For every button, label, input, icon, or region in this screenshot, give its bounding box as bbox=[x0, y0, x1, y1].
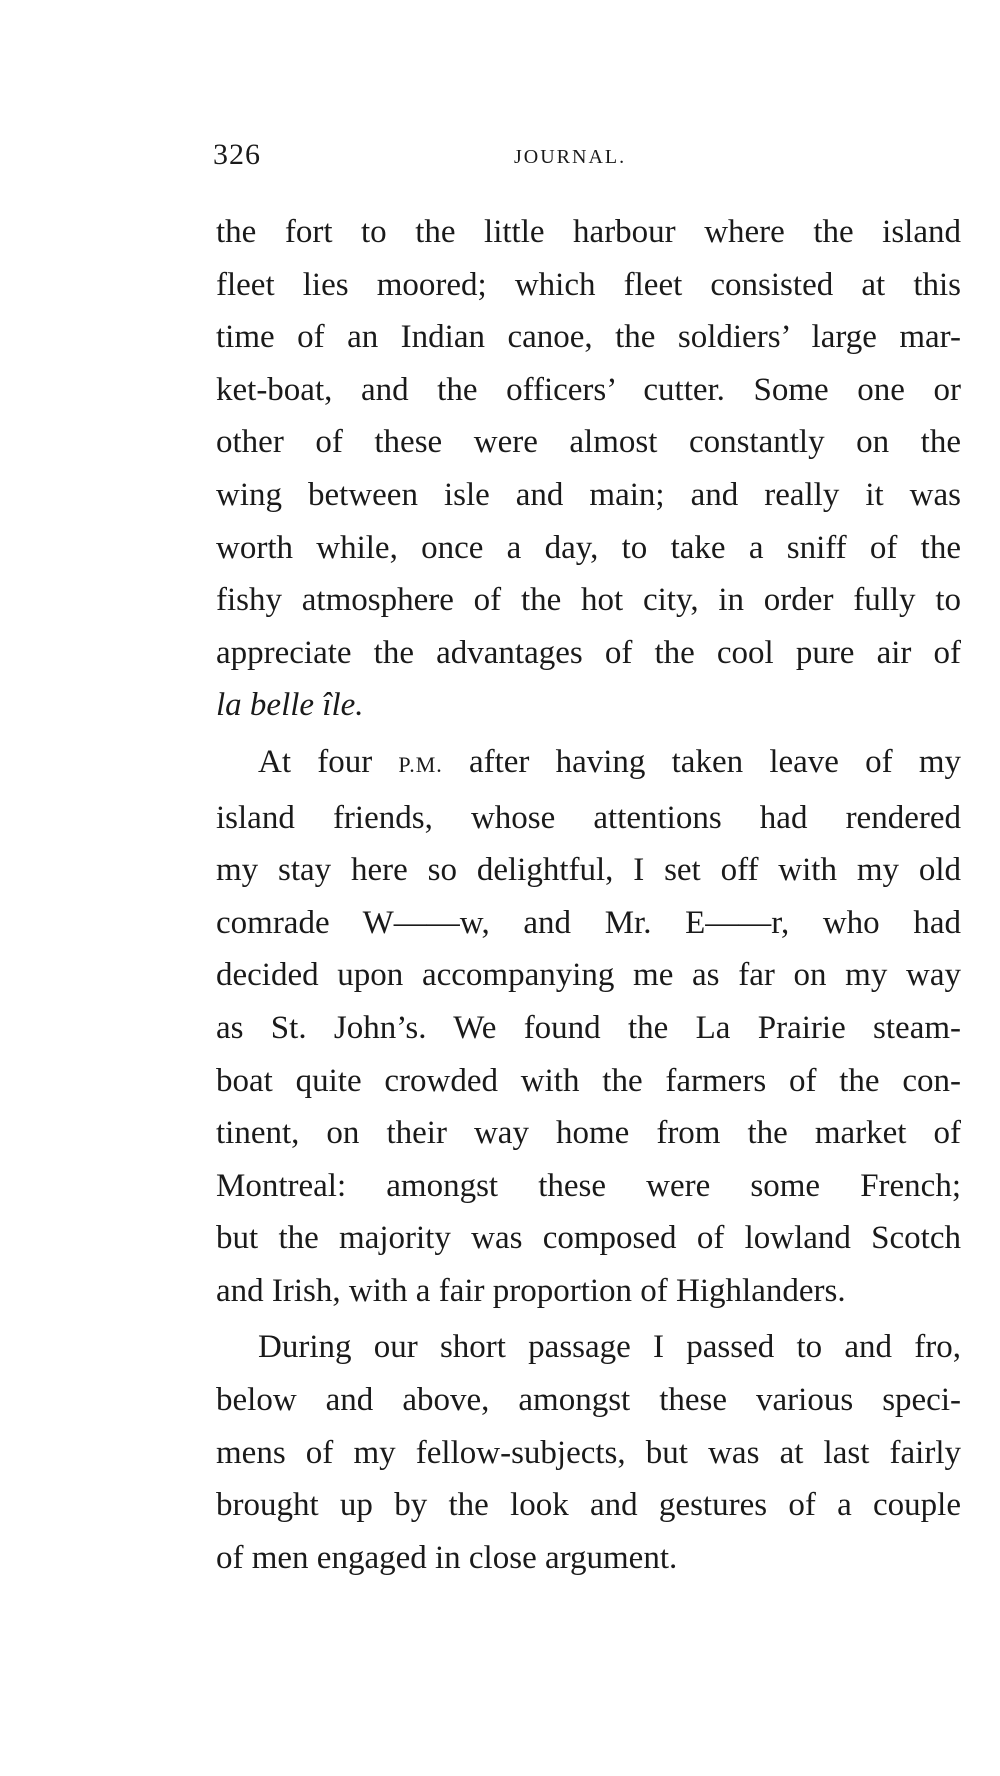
text-line: other of these were almost constantly on the bbox=[216, 424, 961, 461]
text-line: time of an Indian canoe, the soldiers’ large mar- bbox=[216, 319, 961, 356]
text-line: worth while, once a day, to take a sniff of the bbox=[216, 529, 961, 566]
text-line: and Irish, with a fair proportion of Highlanders. bbox=[216, 1272, 846, 1309]
page-header bbox=[213, 138, 958, 178]
text-line: of men engaged in close argument. bbox=[216, 1539, 678, 1576]
text-line: my stay here so delightful, I set off with my old bbox=[216, 852, 961, 889]
text-line: boat quite crowded with the farmers of the con- bbox=[216, 1062, 961, 1099]
text-line: Montreal: amongst these were some French; bbox=[216, 1167, 961, 1204]
text-line-first bbox=[216, 736, 961, 792]
paragraph-3 bbox=[216, 1321, 961, 1584]
italic-phrase: la belle île. bbox=[216, 687, 364, 724]
text-line-first: During our short passage I passed to and fro, bbox=[258, 1329, 961, 1366]
text-line: fishy atmosphere of the hot city, in order fully to bbox=[216, 582, 961, 619]
body-text bbox=[216, 206, 961, 1584]
running-title: JOURNAL. bbox=[514, 146, 627, 168]
text-line: the fort to the little harbour where the island bbox=[216, 214, 961, 250]
paragraph-2 bbox=[216, 736, 961, 1318]
time-abbrev: P.M. bbox=[398, 751, 443, 777]
text-fragment: after having taken leave of my bbox=[442, 743, 961, 780]
text-line: decided upon accompanying me as far on my way bbox=[216, 957, 961, 994]
text-line: appreciate the advantages of the cool pure air of bbox=[216, 634, 961, 671]
text-line: ket-boat, and the officers’ cutter. Some one or bbox=[216, 371, 961, 408]
text-fragment: At four bbox=[258, 743, 399, 780]
text-line: brought up by the look and gestures of a couple bbox=[216, 1487, 961, 1524]
paragraph-1 bbox=[216, 206, 961, 732]
text-line: tinent, on their way home from the market of bbox=[216, 1115, 961, 1152]
text-line: but the majority was composed of lowland Scotch bbox=[216, 1220, 961, 1257]
page-number: 326 bbox=[213, 138, 261, 171]
text-line: comrade W——w, and Mr. E——r, who had bbox=[216, 904, 961, 941]
text-line: as St. John’s. We found the La Prairie steam- bbox=[216, 1009, 961, 1046]
text-line: island friends, whose attentions had rendered bbox=[216, 799, 961, 836]
text-line: wing between isle and main; and really it was bbox=[216, 476, 961, 513]
text-line: below and above, amongst these various speci- bbox=[216, 1382, 961, 1419]
text-line: mens of my fellow-subjects, but was at last fairly bbox=[216, 1434, 961, 1471]
text-line: fleet lies moored; which fleet consisted at this bbox=[216, 266, 961, 303]
